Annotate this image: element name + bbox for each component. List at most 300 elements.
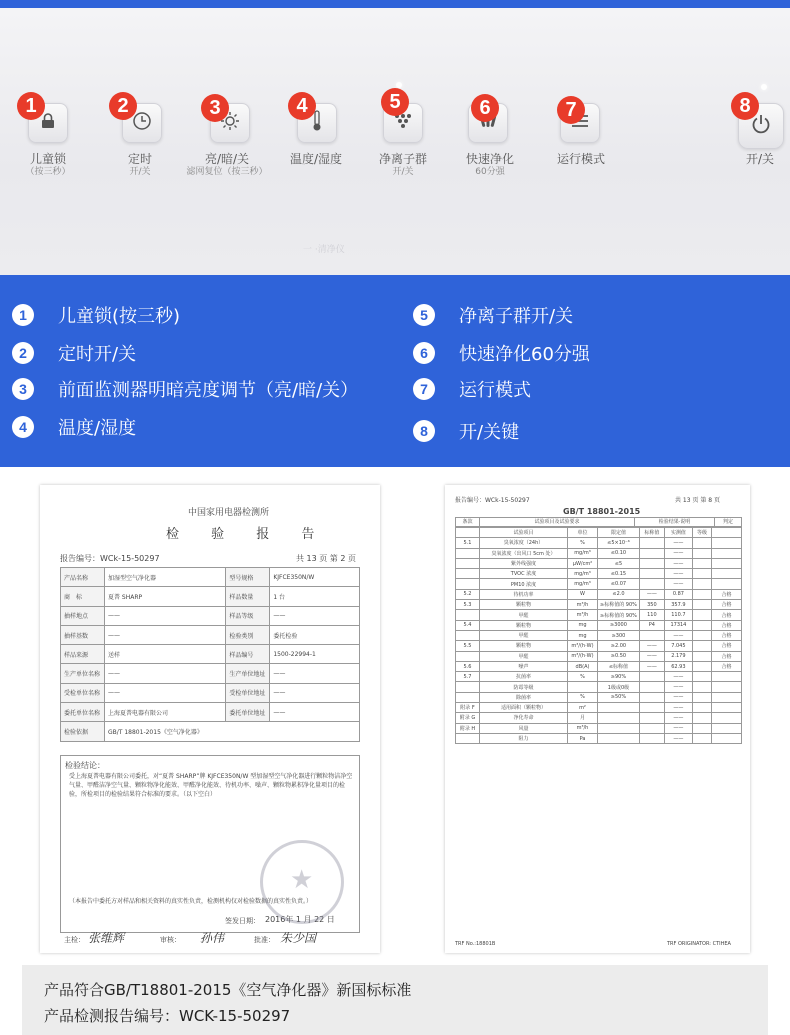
table-cell: 甲醛 [480, 630, 568, 640]
table-cell: ≤标称值 [598, 661, 640, 671]
report-number: 报告编号：WCk-15-50297 [60, 554, 160, 563]
table-cell [712, 528, 742, 538]
legend-item [413, 376, 531, 402]
table-row [456, 692, 742, 702]
table-cell [456, 569, 480, 579]
std-title: GB/T 18801-2015 [563, 507, 641, 516]
table-cell: Pa [568, 733, 598, 743]
table-cell: PM10 浓度 [480, 579, 568, 589]
table-row [456, 682, 742, 692]
table-cell: 夏普 SHARP [105, 587, 226, 606]
table-cell: μW/cm² [568, 558, 598, 568]
legend-number: 6 [413, 342, 435, 364]
table-cell [692, 692, 711, 702]
table-cell: ≥2.00 [598, 641, 640, 651]
table-cell: 检验依据 [61, 722, 105, 741]
table-cell: —— [664, 703, 692, 713]
conclusion-text: 受上海夏普电器有限公司委托，对“夏普 SHARP”牌 KJFCE350N/W 型加湿型空气净化器进行颗粒物洁净空气量、甲醛洁净空气量、颗粒物净化能效、甲醛净化能效、待机功率、噪声、颗粒物累积净化量项目的检验，所检项目的检验结果符合标准的要求。（以下空白） [69, 773, 353, 798]
table-cell: 适用面积（颗粒物） [480, 703, 568, 713]
control-panel [0, 8, 790, 275]
legend-number: 5 [413, 304, 435, 326]
table-cell: mg [568, 630, 598, 640]
table-cell: W [568, 589, 598, 599]
table-row [61, 645, 360, 664]
legend-item [413, 418, 519, 444]
std-footer-right: TRF ORIGINATOR: CTIHEA [667, 941, 731, 947]
control-sublabel: 开/关 [129, 167, 151, 177]
table-cell: —— [664, 569, 692, 579]
table-cell [456, 548, 480, 558]
control-sublabel: 60分强 [475, 167, 505, 177]
table-cell: —— [105, 664, 226, 683]
table-cell: 臭氧浓度（出风口 5cm 处） [480, 548, 568, 558]
legend-text: 运行模式 [459, 380, 531, 401]
table-cell [692, 548, 711, 558]
indicator-dot [396, 82, 402, 88]
table-cell: 上海夏普电器有限公司 [105, 703, 226, 722]
table-row [61, 664, 360, 683]
table-row [61, 568, 360, 587]
table-row [456, 548, 742, 558]
reviewer-label: 审核： [160, 936, 181, 944]
table-row [456, 538, 742, 548]
table-cell: —— [664, 630, 692, 640]
table-cell: 商 标 [61, 587, 105, 606]
table-cell: 委托单位地址 [226, 703, 270, 722]
table-cell: 颗粒物 [480, 641, 568, 651]
table-cell: 7.045 [664, 641, 692, 651]
table-cell [712, 548, 742, 558]
footer-standard-text: 产品符合GB/T18801-2015《空气净化器》新国标标准 [44, 981, 412, 999]
table-cell [712, 692, 742, 702]
table-cell [639, 692, 664, 702]
table-cell: ≥90% [598, 672, 640, 682]
control-label: 温度/湿度 [289, 152, 343, 166]
table-cell [712, 538, 742, 548]
report-info-table [60, 567, 360, 742]
table-cell [692, 600, 711, 610]
table-cell: dB(A) [568, 661, 598, 671]
table-row [456, 620, 742, 630]
table-cell [568, 682, 598, 692]
table-cell: 17314 [664, 620, 692, 630]
clock-icon [132, 111, 152, 135]
table-row [456, 703, 742, 713]
table-cell [639, 713, 664, 723]
table-cell [639, 579, 664, 589]
table-cell [692, 641, 711, 651]
report-title: 检 验 报 告 [166, 527, 329, 542]
table-cell [639, 538, 664, 548]
number-badge: 2 [109, 92, 137, 120]
table-cell: 5.6 [456, 661, 480, 671]
table-cell: 合格 [712, 589, 742, 599]
table-cell [456, 579, 480, 589]
report-org: 中国家用电器检测所 [188, 508, 270, 518]
table-cell: 5.3 [456, 600, 480, 610]
table-cell: mg [568, 620, 598, 630]
table-cell: 5.4 [456, 620, 480, 630]
table-cell: —— [664, 538, 692, 548]
table-cell [598, 713, 640, 723]
table-cell: ≥标称值的 90% [598, 600, 640, 610]
table-cell: 产品名称 [61, 568, 105, 587]
table-row [456, 528, 742, 538]
table-cell: mg/m³ [568, 548, 598, 558]
issue-date: 2016年 1 月 22 日 [265, 915, 335, 924]
table-cell: 附录 H [456, 723, 480, 733]
table-cell [712, 682, 742, 692]
table-cell: 2.179 [664, 651, 692, 661]
table-cell: —— [664, 548, 692, 558]
table-cell: 合格 [712, 610, 742, 620]
table-cell: —— [664, 713, 692, 723]
legend-text: 儿童锁(按三秒) [58, 306, 181, 327]
table-cell: 臭氧浓度（24h） [480, 538, 568, 548]
control-label: 开/关 [745, 152, 775, 166]
table-cell: —— [664, 579, 692, 589]
footer-info-box [22, 965, 768, 1035]
table-cell [692, 579, 711, 589]
table-cell [639, 682, 664, 692]
table-cell [692, 558, 711, 568]
report-page: 共 13 页 第 2 页 [296, 554, 356, 563]
table-cell: 350 [639, 600, 664, 610]
table-cell [456, 610, 480, 620]
table-cell: m² [568, 703, 598, 713]
table-cell: 样品数量 [226, 587, 270, 606]
table-cell: —— [664, 692, 692, 702]
table-cell [456, 630, 480, 640]
table-row [456, 589, 742, 599]
table-cell: 甲醛 [480, 610, 568, 620]
std-results-table [455, 527, 742, 744]
std-page: 共 13 页 第 8 页 [675, 497, 720, 504]
table-cell: 甲醛 [480, 651, 568, 661]
table-row [61, 587, 360, 606]
number-badge: 5 [381, 88, 409, 116]
table-cell: 颗粒物 [480, 600, 568, 610]
table-cell [692, 723, 711, 733]
table-header-cell: 试验项目 [480, 528, 568, 538]
table-cell: ≤2.0 [598, 589, 640, 599]
table-cell [712, 579, 742, 589]
table-row [456, 723, 742, 733]
table-cell: ≥标称值的 90% [598, 610, 640, 620]
legend-text: 快速净化60分强 [459, 344, 590, 365]
legend-text: 前面监测器明暗亮度调节（亮/暗/关） [58, 380, 359, 401]
number-badge: 6 [471, 94, 499, 122]
table-cell: mg/m³ [568, 579, 598, 589]
table-cell [639, 672, 664, 682]
table-cell [692, 713, 711, 723]
table-cell: 检验类别 [226, 625, 270, 644]
table-cell: 紫外线强度 [480, 558, 568, 568]
table-cell: —— [270, 703, 360, 722]
approver-signature: 朱少国 [280, 931, 317, 945]
table-header-cell: 等级 [692, 528, 711, 538]
legend-item [12, 376, 358, 402]
table-cell [692, 538, 711, 548]
panel-faint-text: 一 ·清净仪 [303, 245, 345, 255]
control-label: 净离子群 [378, 152, 428, 166]
table-cell [456, 558, 480, 568]
table-cell: 357.9 [664, 600, 692, 610]
table-cell: 加湿型空气净化器 [105, 568, 226, 587]
table-cell [692, 610, 711, 620]
number-badge: 8 [731, 92, 759, 120]
table-cell: 生产单位名称 [61, 664, 105, 683]
std-header-cell: 试验项目及试验要求 [480, 518, 635, 526]
control-sublabel: （按三秒） [25, 167, 71, 177]
table-cell: 0.87 [664, 589, 692, 599]
table-cell: 送样 [105, 645, 226, 664]
table-row [456, 661, 742, 671]
legend-number: 2 [12, 342, 34, 364]
table-cell: —— [664, 682, 692, 692]
table-cell [692, 682, 711, 692]
legend-number: 1 [12, 304, 34, 326]
table-cell: 抽样基数 [61, 625, 105, 644]
control-label: 定时 [127, 152, 153, 166]
number-badge: 7 [557, 96, 585, 124]
table-cell: —— [664, 672, 692, 682]
number-badge: 3 [201, 94, 229, 122]
table-cell: ≤0.07 [598, 579, 640, 589]
table-cell: —— [105, 625, 226, 644]
table-cell: —— [639, 651, 664, 661]
std-header-row [455, 517, 742, 527]
table-cell: 5.2 [456, 589, 480, 599]
table-cell: 1 台 [270, 587, 360, 606]
table-cell: 合格 [712, 620, 742, 630]
table-cell: 防霉等级 [480, 682, 568, 692]
inspection-report [40, 485, 380, 953]
table-cell: 抽样地点 [61, 606, 105, 625]
table-cell [598, 703, 640, 713]
table-cell [692, 672, 711, 682]
table-cell: —— [639, 589, 664, 599]
table-cell [692, 589, 711, 599]
table-row [61, 722, 360, 741]
table-cell: m³/h [568, 610, 598, 620]
reviewer-signature: 孙伟 [200, 931, 225, 945]
table-cell: 62.93 [664, 661, 692, 671]
table-cell: TVOC 浓度 [480, 569, 568, 579]
standard-results-page [445, 485, 750, 953]
control-sublabel: 开/关 [392, 167, 414, 177]
table-cell: ≥50% [598, 692, 640, 702]
control-label: 亮/暗/关 [204, 152, 250, 166]
table-cell: 噪声 [480, 661, 568, 671]
table-cell [692, 651, 711, 661]
table-cell [692, 630, 711, 640]
table-cell [598, 723, 640, 733]
legend-item [12, 340, 136, 366]
table-cell: 110 [639, 610, 664, 620]
table-cell [639, 723, 664, 733]
table-cell: 附录 F [456, 703, 480, 713]
table-cell: ≥300 [598, 630, 640, 640]
table-cell: 样品来源 [61, 645, 105, 664]
table-cell: 月 [568, 713, 598, 723]
table-cell: ≤0.10 [598, 548, 640, 558]
issue-date-label: 签发日期： [225, 917, 260, 925]
documents-area [0, 467, 790, 965]
table-cell: 110.7 [664, 610, 692, 620]
approver-label: 批准： [254, 936, 275, 944]
table-row [456, 641, 742, 651]
table-cell: m³/h [568, 723, 598, 733]
table-cell: —— [664, 558, 692, 568]
control-sublabel: 滤网复位（按三秒） [186, 167, 268, 177]
table-cell: m³/(h·W) [568, 641, 598, 651]
table-header-cell: 限定值 [598, 528, 640, 538]
table-cell: 合格 [712, 600, 742, 610]
table-cell [456, 528, 480, 538]
legend-item [12, 414, 136, 440]
footer-report-number: 产品检测报告编号：WCK-15-50297 [44, 1007, 291, 1025]
table-cell: —— [105, 606, 226, 625]
table-cell: 合格 [712, 641, 742, 651]
table-row [456, 651, 742, 661]
table-cell [639, 630, 664, 640]
table-cell: 1级或0级 [598, 682, 640, 692]
table-cell: m³/h [568, 600, 598, 610]
table-cell: % [568, 672, 598, 682]
table-cell: ≤5×10⁻⁶ [598, 538, 640, 548]
table-cell [712, 703, 742, 713]
legend-panel [0, 275, 790, 467]
table-cell [639, 558, 664, 568]
table-cell: 5.7 [456, 672, 480, 682]
inspector-label: 主检： [64, 936, 85, 944]
control-label: 运行模式 [556, 152, 606, 166]
table-cell [692, 661, 711, 671]
table-cell: 委托单位名称 [61, 703, 105, 722]
table-cell: 样品编号 [226, 645, 270, 664]
table-cell [639, 548, 664, 558]
table-row [456, 579, 742, 589]
table-cell [712, 723, 742, 733]
table-row [456, 630, 742, 640]
legend-text: 温度/湿度 [58, 418, 137, 439]
table-cell [456, 682, 480, 692]
table-cell: 合格 [712, 661, 742, 671]
table-cell: 5.5 [456, 641, 480, 651]
table-cell [456, 651, 480, 661]
table-cell: 风量 [480, 723, 568, 733]
report-note: （本报告中委托方对样品和相关资料的真实性负责，检测机构仅对检验数据的真实性负责。） [69, 898, 313, 905]
table-cell: —— [664, 723, 692, 733]
table-cell: —— [270, 683, 360, 702]
conclusion-label: 检验结论： [65, 761, 105, 770]
table-cell: GB/T 18801-2015《空气净化器》 [105, 722, 360, 741]
table-cell: —— [639, 661, 664, 671]
table-cell: KJFCE350N/W [270, 568, 360, 587]
table-cell: —— [105, 683, 226, 702]
inspector-signature: 张维辉 [88, 931, 125, 945]
table-cell [712, 733, 742, 743]
control-label: 快速净化 [465, 152, 515, 166]
legend-number: 3 [12, 378, 34, 400]
table-row [456, 733, 742, 743]
table-row [456, 558, 742, 568]
std-header-cell: 检验结果·说明 [635, 518, 715, 526]
table-cell: ≥3000 [598, 620, 640, 630]
table-cell [712, 713, 742, 723]
table-cell [692, 569, 711, 579]
legend-number: 8 [413, 420, 435, 442]
table-cell [639, 569, 664, 579]
table-cell: m³/(h·W) [568, 651, 598, 661]
table-row [456, 713, 742, 723]
table-cell: % [568, 538, 598, 548]
table-cell [639, 703, 664, 713]
table-cell: 1500-22994-1 [270, 645, 360, 664]
table-cell: ≤0.15 [598, 569, 640, 579]
table-cell: P4 [639, 620, 664, 630]
table-cell: ≤5 [598, 558, 640, 568]
indicator-dot [761, 84, 767, 90]
table-cell [456, 733, 480, 743]
table-cell [692, 733, 711, 743]
table-row [61, 703, 360, 722]
table-cell [692, 703, 711, 713]
table-cell [598, 733, 640, 743]
table-cell [456, 692, 480, 702]
table-cell: 阻力 [480, 733, 568, 743]
legend-text: 净离子群开/关 [459, 306, 574, 327]
legend-item [12, 302, 180, 328]
legend-item [413, 340, 590, 366]
table-cell: —— [639, 641, 664, 651]
table-cell: 附录 G [456, 713, 480, 723]
std-footer-left: TRF No.:18801B [455, 941, 496, 947]
table-row [456, 569, 742, 579]
official-seal [260, 840, 344, 924]
table-cell: ≥0.50 [598, 651, 640, 661]
table-cell [712, 672, 742, 682]
table-row [456, 672, 742, 682]
table-cell: mg/m³ [568, 569, 598, 579]
table-cell [712, 558, 742, 568]
control-label: 儿童锁 [29, 152, 67, 166]
table-header-cell: 标称值 [639, 528, 664, 538]
table-cell: 合格 [712, 630, 742, 640]
table-cell: 型号规格 [226, 568, 270, 587]
table-cell: —— [270, 606, 360, 625]
table-row [456, 610, 742, 620]
table-row [61, 606, 360, 625]
table-cell: 抗菌率 [480, 672, 568, 682]
table-cell: —— [664, 733, 692, 743]
number-badge: 1 [17, 92, 45, 120]
legend-item [413, 302, 573, 328]
table-cell: 合格 [712, 651, 742, 661]
table-cell [712, 569, 742, 579]
legend-text: 开/关键 [459, 422, 520, 443]
table-cell: 待机功率 [480, 589, 568, 599]
std-header-cell: 条款 [456, 518, 480, 526]
table-cell [692, 620, 711, 630]
table-cell [639, 733, 664, 743]
table-cell: 5.1 [456, 538, 480, 548]
top-accent-bar [0, 0, 790, 8]
table-cell: % [568, 692, 598, 702]
table-cell: 除菌率 [480, 692, 568, 702]
legend-number: 4 [12, 416, 34, 438]
